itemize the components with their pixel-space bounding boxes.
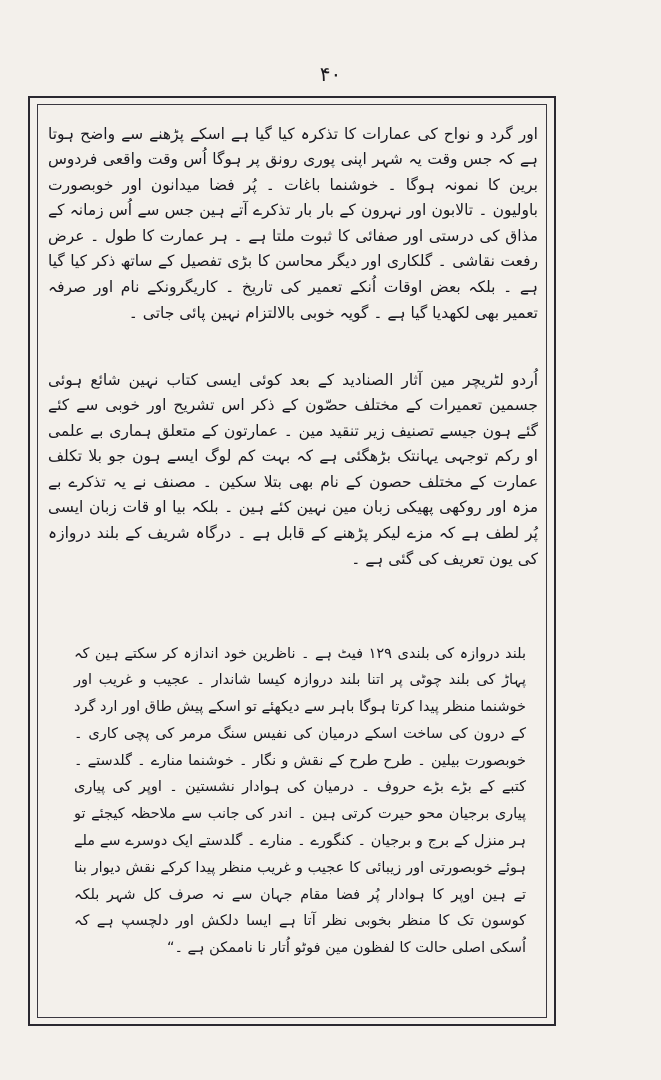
page-number: ۴۰	[319, 62, 342, 86]
quoted-passage: بلند دروازہ کی بلندی ۱۲۹ فیٹ ہے ۔ ناظرین خود اندازہ کر سکتے ہین کہ پہاڑ کی بلند چوٹی پر اتنا بلند دروازہ کیسا شاندار ۔ عجیب و غریب اور خوشنما منظر پیدا کرتا ہوگا باہر سے دیکھئے تو اسکے پیش طاق اور ارد گرد کے درون کی ساخت اسکے درمیان کی نفیس سنگ مرمر کی پچی کاری ۔ خوبصورت بیلین ۔ طرح طرح کے نقش و نگار ۔ خوشنما منارے ۔ گلدستے ۔ کتبے کے بڑے بڑے حروف ۔ درمیان کی ہوادار نشستین ۔ اوپر کی پیاری پیاری برجیان محو حیرت کرتی ہین ۔ اندر کی جانب سے ملاحظہ کیجئے تو ہر منزل کے برج و برجیان ۔ کنگورے ۔ منارے ۔ گلدستے ایک دوسرے سے ملے ہوئے خوبصورتی اور زیبائی کا عجیب و غریب منظر پیدا کرکے نقش دیوار بنا تے ہین اوپر کا ہوادار پُر فضا مقام جہان سے نہ صرف کل شہر بلکہ کوسون تک کا منظر بخوبی نظر آتا ہے ایسا دلکش اور دلچسپ ہے کہ اُسکی اصلی حالت کا لفظون مین فوٹو اُتار نا ناممکن ہے ۔“	[74, 645, 526, 957]
paragraph-intro: اور گرد و نواح کی عمارات کا تذکرہ کیا گیا ہے اسکے پڑھنے سے واضح ہوتا ہے کہ جس وقت یہ شہر اپنی پوری رونق پر ہوگا اُس وقت واقعی فردوس برین کا نمونہ ہوگا ۔ خوشنما باغات ۔ پُر فضا میدانون اور خوبصورت باولیون ۔ تالابون اور نہرون کے بار بار تذکرے آتے ہین جس سے اُس زمانہ کے مذاق کی درستی اور صفائی کا ثبوت ملتا ہے ۔ ہر عمارت کا طول ۔ عرض رفعت نقاشی ۔ گلکاری اور دیگر محاسن کا بڑی تفصیل کے ساتھ ذکر کیا گیا ہے ۔ بلکہ بعض اوقات اُنکے تعمیر کی تاریخ ۔ کاریگرونکے نام اور صرفہ تعمیر بھی لکھدیا گیا ہے ۔ گویہ خوبی بالالتزام نہین پائی جاتی ۔	[48, 124, 538, 322]
paragraph-review: اُردو لٹریچر مین آثار الصنادید کے بعد کوئی ایسی کتاب نہین شائع ہوئی جسمین تعمیرات کے مختلف حصّون کے ذکر اس تشریح اور خوبی سے کئے گئے ہون جیسے تصنیف زیر تنقید مین ۔ عمارتون کے متعلق ہماری بے علمی او رکم توجہی یہانتک بڑھگئی ہے کہ بہت کم لوگ ایسے ہون جو بلا تکلف عمارت کے مختلف حصون کے نام بھی بتلا سکین ۔ مصنف نے یہ تذکرے بے مزہ اور روکھی پھیکی زبان مین نہین کئے ہین ۔ بلکہ بیا او قات زبان ایسی پُر لطف ہے کہ مزے لیکر پڑھنے کے قابل ہے ۔ درگاہ شریف کے بلند دروازہ کی یون تعریف کی گئی ہے ۔	[48, 370, 538, 568]
